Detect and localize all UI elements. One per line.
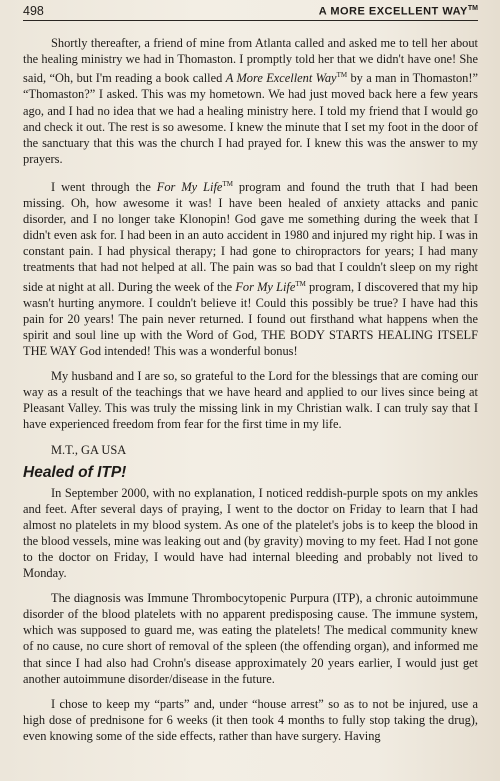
- paragraph: Shortly thereafter, a friend of mine from Atlanta called and asked me to tell her about the healing ministry we had in Thomaston. I promptly told her that we didn't have one! She said, “Oh, but I'm reading a book called A More Excellent Way™ by a man in Thomaston!” “Thomaston?” I asked. This was my hometown. We had just moved back here a few years ago, and I had no idea that we had a healing ministry here. I told my friend that I would go and check it out. The rest is so awesome. I knew the minute that I set my foot in the door of the sanctuary that this was the church I had prayed for. I knew this was the answer to my prayers.: [23, 36, 478, 166]
- trademark-mark: TM: [222, 179, 233, 188]
- book-title-reference: A More Excellent Way: [225, 71, 337, 86]
- paragraph: In September 2000, with no explanation, I noticed reddish-purple spots on my ankles and feet. After several days of praying, I went to the doctor on Friday to learn that I had almost no platelets in my blood system. As one of the platelet's jobs is to keep the blood in the blood vessels, mine was leaking out and (by gravity) moving to my feet. Had I not gone to the doctor on Friday, I would have had internal bleeding and probably not lived to Monday.: [23, 485, 478, 581]
- page-number: 498: [23, 4, 44, 18]
- paragraph: My husband and I are so, so grateful to the Lord for the blessings that are coming our way as a result of the teachings that we have heard and applied to our lives since being at Pleasant Valley. This was truly the missing link in my Christian walk. I can truly say that I have experienced freedom from fear for the first time in my life.: [23, 369, 478, 432]
- book-title: [319, 5, 478, 18]
- testimony-section-1: [23, 35, 478, 458]
- program-name-reference: For My Life: [235, 279, 296, 294]
- trademark-mark: TM: [295, 279, 306, 288]
- testimony-signature: M.T., GA USA: [51, 442, 127, 457]
- book-title-text: A MORE EXCELLENT WAY: [318, 6, 468, 18]
- paragraph: I chose to keep my “parts” and, under “house arrest” so as to not be injured, use a high dose of prednisone for 6 weeks (it then took 4 months to fully stop taking the drug), even knowing some of the side effects, rather than have surgery. Having: [23, 696, 478, 743]
- paragraph: The diagnosis was Immune Thrombocytopenic Purpura (ITP), a chronic autoimmune disorder of the blood platelets with no apparent predisposing cause. The immune system, which was supposed to guard me, was eating the platelets! The medical community knew of no cause, no cure short of removal of the spleen (the offending organ), and informed me that since I had also had Crohn's disease approximately 20 years earlier, I would just get another autoimmune disorder/disease in the future.: [23, 591, 478, 686]
- trademark-mark: TM: [467, 5, 478, 13]
- running-head: [23, 4, 478, 21]
- trademark-mark: TM: [336, 71, 348, 80]
- program-name-reference: For My Life: [156, 180, 223, 194]
- paragraph: I went through the For My Life™ program and found the truth that I had been missing. Oh, how awesome it was! I have been healed of anxiety attacks and panic disorder, and I no longer take Klonopin! God gave me something during the week that I didn't even ask for. I had been in an auto accident in 1980 and injured my right hip. I was in constant pain. I had physical therapy; I had gone to chiropractors for years; I had many treatments that had not helped at all. The pain was so bad that I couldn't sleep on my right side at night at all. During the week of the For My Life™ program, I discovered that my hip wasn't hurting anymore. I couldn't believe it! Could this possibly be true? I have had this pain for 20 years! The pain never returned. I found out firsthand what happens when the spirit and soul line up with the Word of God, THE BODY STARTS HEALING ITSELF THE WAY God intended! This was a wonderful bonus!: [23, 179, 478, 359]
- section-heading: Healed of ITP!: [23, 463, 127, 481]
- testimony-section-2: [23, 464, 478, 744]
